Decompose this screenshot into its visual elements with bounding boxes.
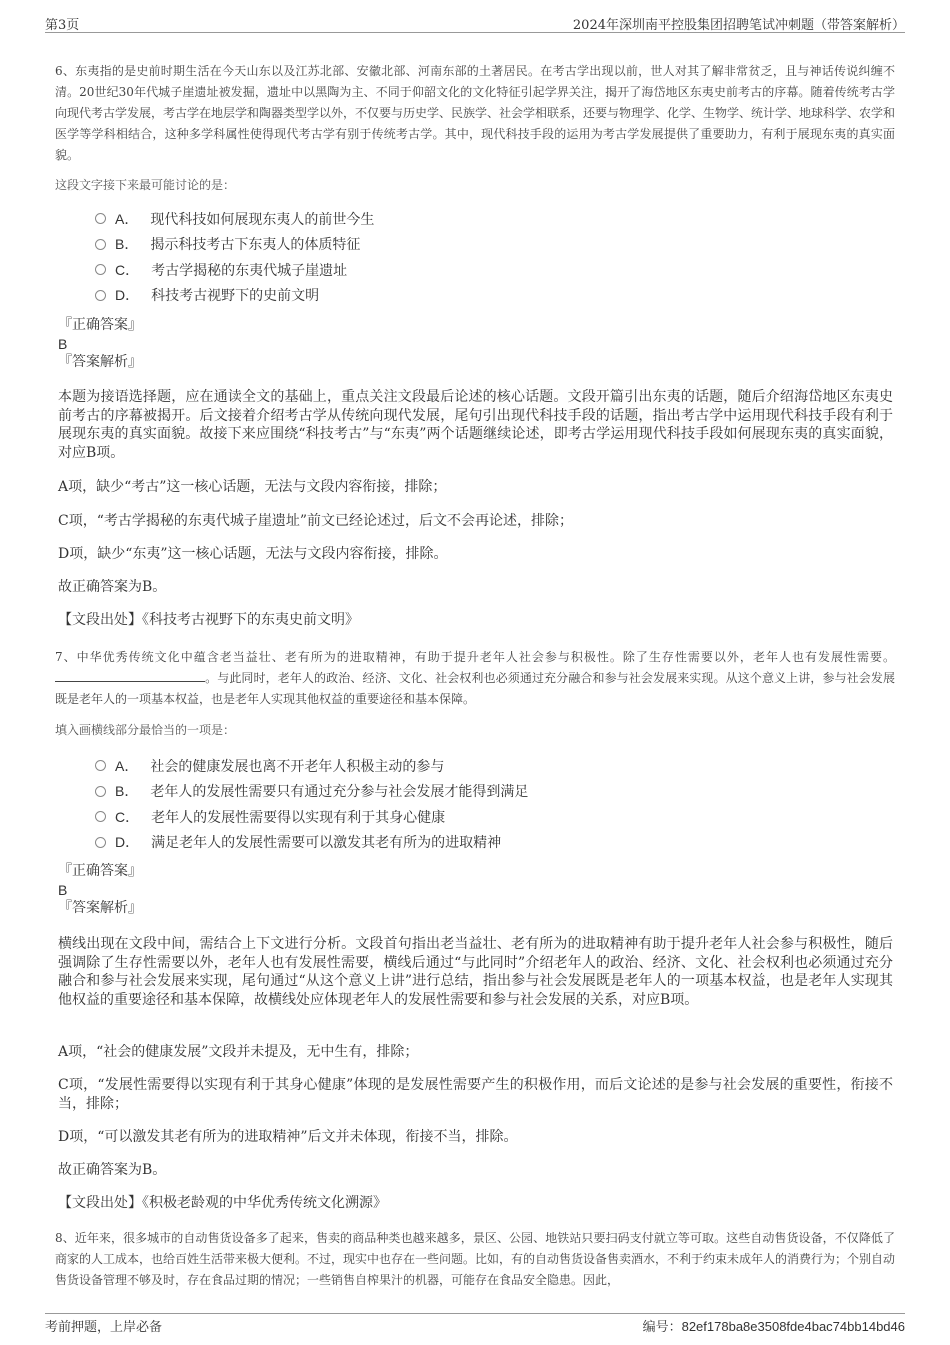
correct-answer: B bbox=[58, 335, 68, 352]
question-7-option-d[interactable] bbox=[95, 830, 795, 856]
radio-icon[interactable] bbox=[95, 837, 106, 848]
question-6-analysis bbox=[58, 388, 893, 462]
question-6-conclusion bbox=[58, 578, 893, 597]
question-6-analysis-a bbox=[58, 478, 893, 497]
option-text: 老年人的发展性需要得以实现有利于其身心健康 bbox=[151, 809, 446, 826]
page-footer bbox=[45, 1313, 905, 1334]
document-code: 编号：82ef178ba8e3508fde4bac74bb14bd46 bbox=[642, 1319, 905, 1334]
question-7-prompt: 填入画横线部分最恰当的一项是： bbox=[55, 723, 236, 737]
question-7-option-a[interactable] bbox=[95, 753, 795, 779]
question-6-analysis-c bbox=[58, 512, 893, 531]
analysis-paragraph: D项，“可以激发其老有所为的进取精神”后文并未体现，衔接不当，排除。 bbox=[58, 1129, 518, 1145]
question-7-source bbox=[58, 1194, 893, 1213]
radio-icon[interactable] bbox=[95, 760, 106, 771]
option-letter: A． bbox=[115, 210, 139, 227]
question-7-text-after: 。与此同时，老年人的政治、经济、文化、社会权利也必须通过充分融合和参与社会发展来实现。从这个意义上讲，参与社会发展既是老年人的一项基本权益，也是老年人实现其他权益的重要途径和基本保障。 bbox=[55, 671, 895, 706]
analysis-label: 『答案解析』 bbox=[58, 354, 142, 370]
question-7-text-before: 7、中华优秀传统文化中蕴含老当益壮、老有所为的进取精神，有助于提升老年人社会参与积极性。除了生存性需要以外，老年人也有发展性需要。 bbox=[55, 650, 895, 664]
analysis-paragraph: 故正确答案为B。 bbox=[58, 579, 167, 595]
analysis-paragraph: D项，缺少“东夷”这一核心话题，无法与文段内容衔接，排除。 bbox=[58, 546, 448, 562]
radio-icon[interactable] bbox=[95, 786, 106, 797]
correct-answer: B bbox=[58, 881, 68, 898]
question-7-options bbox=[95, 753, 795, 855]
question-6-text: 6、东夷指的是史前时期生活在今天山东以及江苏北部、安徽北部、河南东部的土著居民。在考古学出现以前，世人对其了解非常贫乏，且与神话传说纠缠不清。20世纪30年代城子崖遗址被发掘，遗址中以黑陶为主、不同于仰韶文化的文化特征引起学界关注，揭开了海岱地区东夷史前考古的序幕。随着传统考古学向现代考古学发展，考古学在地层学和陶器类型学以外，不仅要与历史学、民族学、社会学相联系，还要与物理学、化学、生物学、统计学、地球科学、农学和医学等学科相结合，这种多学科属性使得现代考古学有别于传统考古学。其中，现代科技手段的运用为考古学发展提供了重要助力，有利于展现东夷的真实面貌。 bbox=[55, 64, 896, 162]
page-number: 第3页 bbox=[45, 18, 80, 33]
question-8-text: 8、近年来，很多城市的自动售货设备多了起来，售卖的商品种类也越来越多，景区、公园、地铁站只要扫码支付就立等可取。这些自动售货设备，不仅降低了商家的人工成本，也给百姓生活带来极大便利。不过，现实中也存在一些问题。比如，有的自动售货设备售卖酒水，不利于约束未成年人的消费行为；个别自动售货设备管理不够及时，存在食品过期的情况；一些销售自榨果汁的机器，可能存在食品安全隐患。因此， bbox=[55, 1231, 896, 1287]
question-6-option-c[interactable] bbox=[95, 257, 795, 283]
question-6-option-b[interactable] bbox=[95, 232, 795, 258]
option-text: 现代科技如何展现东夷人的前世今生 bbox=[150, 211, 375, 228]
question-7-analysis bbox=[58, 935, 893, 1009]
question-7-text bbox=[55, 647, 895, 710]
fill-in-blank bbox=[55, 669, 205, 682]
option-letter: D． bbox=[115, 834, 140, 851]
question-7-analysis-a bbox=[58, 1043, 893, 1062]
question-7-analysis-c bbox=[58, 1076, 893, 1113]
option-letter: B． bbox=[115, 236, 139, 253]
option-letter: B． bbox=[115, 783, 139, 800]
option-letter: D． bbox=[115, 287, 140, 304]
question-6-option-d[interactable] bbox=[95, 283, 795, 309]
document-title: 2024年深圳南平控股集团招聘笔试冲刺题（带答案解析） bbox=[572, 18, 905, 33]
option-text: 揭示科技考古下东夷人的体质特征 bbox=[150, 237, 361, 254]
analysis-paragraph: C项，“发展性需要得以实现有利于其身心健康”体现的是发展性需要产生的积极作用，而后文论述的是参与社会发展的重要性，衔接不当，排除； bbox=[58, 1077, 893, 1112]
question-6-options bbox=[95, 206, 795, 308]
question-7-answer-block bbox=[58, 862, 893, 918]
question-7-option-c[interactable] bbox=[95, 804, 795, 830]
analysis-paragraph: A项，缺少“考古”这一核心话题，无法与文段内容衔接，排除； bbox=[58, 479, 447, 495]
option-letter: A． bbox=[115, 757, 139, 774]
analysis-paragraph: 横线出现在文段中间，需结合上下文进行分析。文段首句指出老当益壮、老有所为的进取精神有助于提升老年人社会参与积极性，随后强调除了生存性需要以外，老年人也有发展性需要，横线后通过“与此同时”介绍老年人的政治、经济、文化、社会权利也必须通过充分融合和参与社会发展来实现，尾句通过“从这个意义上讲”进行总结，指出参与社会发展既是老年人的一项基本权益，也是老年人实现其他权益的重要途径和基本保障，故横线处应体现老年人的发展性需要和参与社会发展的关系，对应B项。 bbox=[58, 936, 893, 1008]
source-text: 【文段出处】《科技考古视野下的东夷史前文明》 bbox=[58, 612, 359, 628]
radio-icon[interactable] bbox=[95, 264, 106, 275]
analysis-paragraph: 故正确答案为B。 bbox=[58, 1162, 167, 1178]
option-text: 老年人的发展性需要只有通过充分参与社会发展才能得到满足 bbox=[150, 784, 529, 801]
page-header bbox=[45, 12, 905, 33]
analysis-paragraph: A项，“社会的健康发展”文段并未提及，无中生有，排除； bbox=[58, 1044, 419, 1060]
option-letter: C． bbox=[115, 261, 140, 278]
question-7-analysis-d bbox=[58, 1128, 893, 1147]
question-6-answer-block bbox=[58, 316, 893, 372]
question-6-prompt: 这段文字接下来最可能讨论的是： bbox=[55, 178, 236, 192]
footer-slogan: 考前押题，上岸必备 bbox=[45, 1320, 163, 1335]
question-6-analysis-d bbox=[58, 545, 893, 564]
radio-icon[interactable] bbox=[95, 811, 106, 822]
option-text: 科技考古视野下的史前文明 bbox=[151, 288, 320, 305]
analysis-paragraph: C项，“考古学揭秘的东夷代城子崖遗址”前文已经论述过，后文不会再论述，排除； bbox=[58, 513, 574, 529]
question-6-option-a[interactable] bbox=[95, 206, 795, 232]
analysis-paragraph: 本题为接语选择题，应在通读全文的基础上，重点关注文段最后论述的核心话题。文段开篇引出东夷的话题，随后介绍海岱地区东夷史前考古的序幕被揭开。后文接着介绍考古学从传统向现代发展，尾句引出现代科技手段的话题，指出考古学中运用现代科技手段有利于展现东夷的真实面貌。故接下来应围绕“科技考古”与“东夷”两个话题继续论述，即考古学运用现代科技手段如何展现东夷的真实面貌，对应B项。 bbox=[58, 389, 893, 461]
answer-label: 『正确答案』 bbox=[58, 863, 142, 879]
option-text: 考古学揭秘的东夷代城子崖遗址 bbox=[151, 262, 348, 279]
option-text: 满足老年人的发展性需要可以激发其老有所为的进取精神 bbox=[151, 835, 502, 852]
answer-label: 『正确答案』 bbox=[58, 317, 142, 333]
radio-icon[interactable] bbox=[95, 213, 106, 224]
analysis-label: 『答案解析』 bbox=[58, 900, 142, 916]
option-text: 社会的健康发展也离不开老年人积极主动的参与 bbox=[150, 758, 445, 775]
radio-icon[interactable] bbox=[95, 290, 106, 301]
question-7-conclusion bbox=[58, 1161, 893, 1180]
question-7-option-b[interactable] bbox=[95, 779, 795, 805]
radio-icon[interactable] bbox=[95, 239, 106, 250]
question-6-source bbox=[58, 611, 893, 630]
option-letter: C． bbox=[115, 808, 140, 825]
source-text: 【文段出处】《积极老龄观的中华优秀传统文化溯源》 bbox=[58, 1195, 387, 1211]
